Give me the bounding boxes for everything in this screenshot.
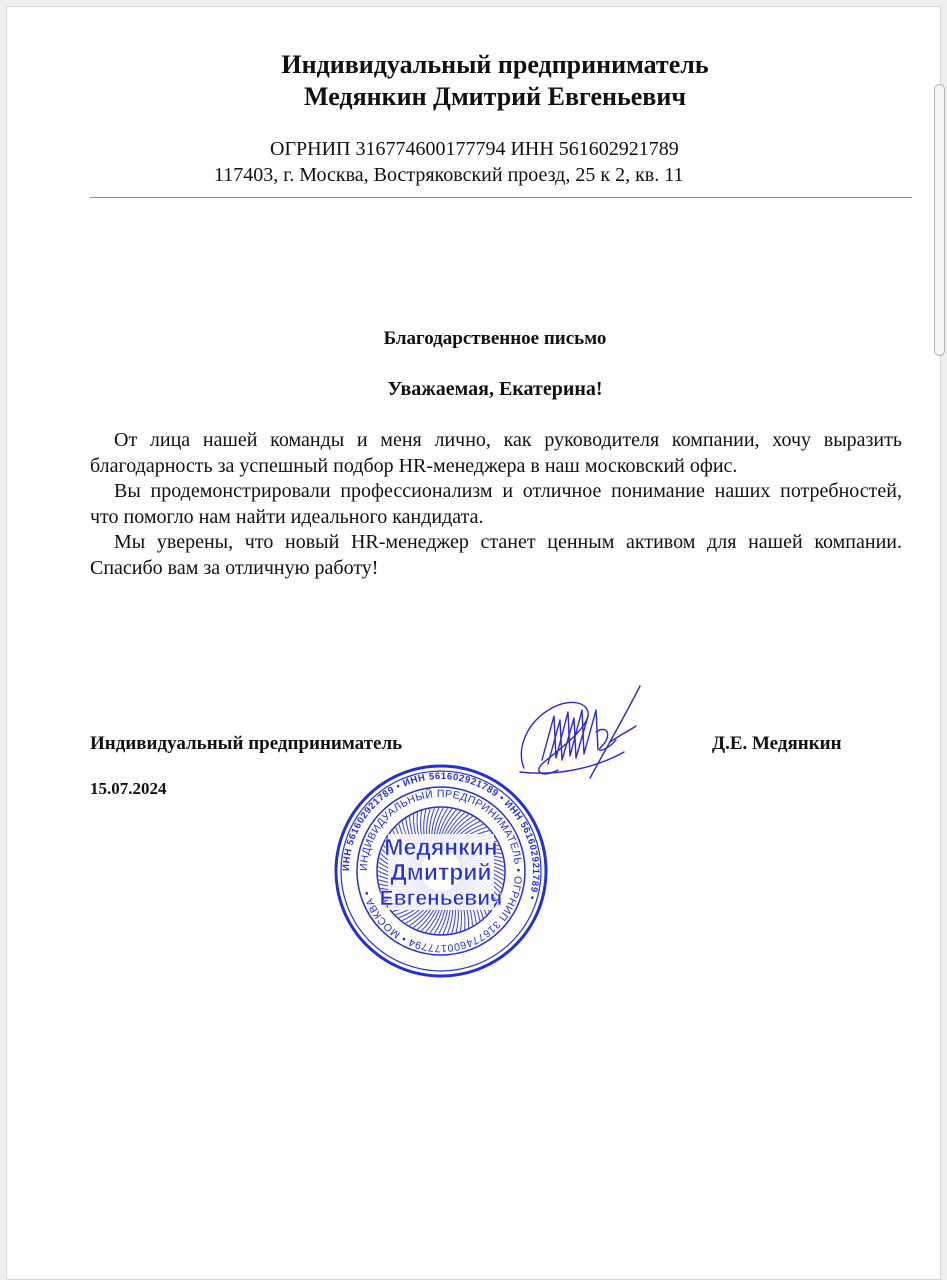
stamp-center-line3: Евгеньевич [379,887,503,910]
letter-body [90,428,902,581]
signatory-role: Индивидуальный предприниматель [90,733,403,754]
seal-stamp [334,764,548,978]
letter-greeting: Уважаемая, Екатерина! [387,378,603,400]
scrollbar[interactable] [934,84,945,356]
letter-title: Благодарственное письмо [383,328,607,349]
body-paragraph: Мы уверены, что новый HR-менеджер станет ценным активом для нашей компании. Спасибо вам за отличную работу! [90,531,902,579]
stamp-outer-text: ИНН 561602921789 • ИНН 561602921789 • ИНН 561602921789 • [340,770,542,902]
letter-date: 15.07.2024 [90,779,167,798]
stamp-center-line2: Дмитрий [390,859,492,885]
org-type-heading: Индивидуальный предприниматель [281,50,709,79]
org-owner-heading: Медянкин Дмитрий Евгеньевич [304,82,686,111]
stamp-inner-text: ИНДИВИДУАЛЬНЫЙ ПРЕДПРИНИМАТЕЛЬ • ОГРНИП 316774600177794 • МОСКВА • [357,787,525,955]
stamp-center-line1: Медянкин [384,834,498,860]
body-paragraph: От лица нашей команды и меня лично, как руководителя компании, хочу выразить благодарность за успешный подбор HR-менеджера в наш московский офис. [90,429,902,477]
signatory-name: Д.Е. Медянкин [712,733,842,754]
registration-numbers: ОГРНИП 316774600177794 ИНН 561602921789 [270,138,679,160]
body-paragraph: Вы продемонстрировали профессионализм и отличное понимание наших потребностей, что помогло нам найти идеального кандидата. [90,480,902,528]
header-divider [90,197,912,198]
address: 117403, г. Москва, Востряковский проезд, 25 к 2, кв. 11 [214,164,684,186]
